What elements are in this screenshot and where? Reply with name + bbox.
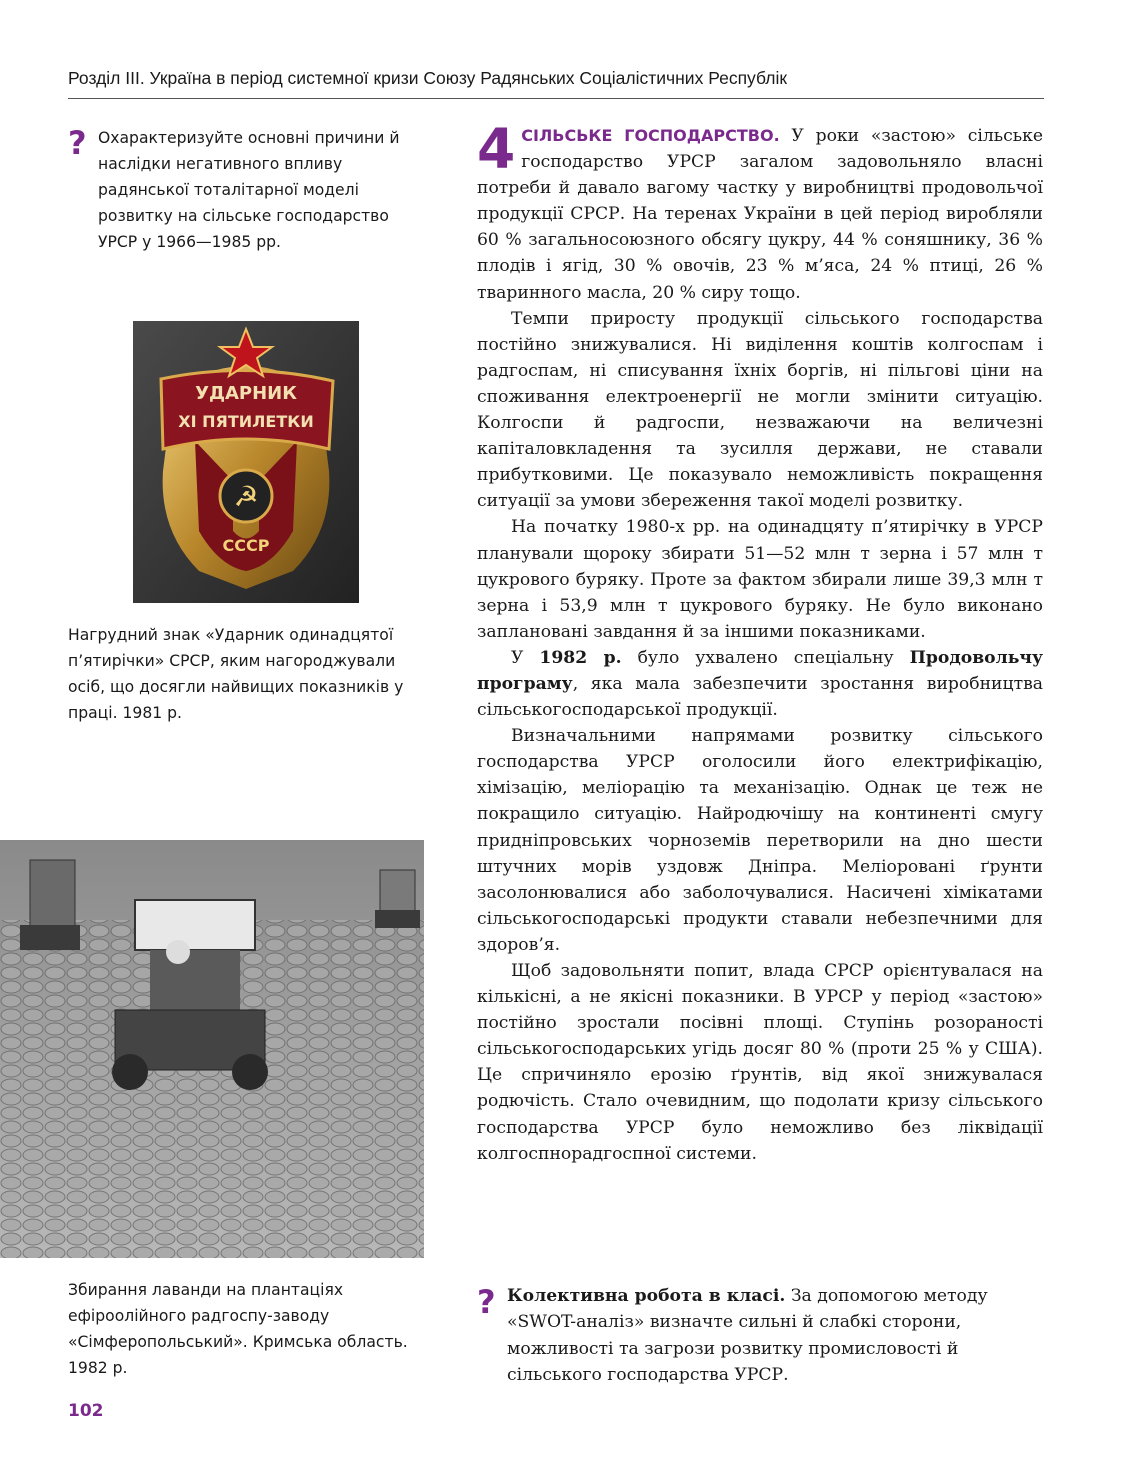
hammer-sickle-icon: ☭	[233, 480, 259, 513]
side-question-text: Охарактеризуйте основні причини й наслідки негативного впливу радянської тоталітарної моделі розвитку на сільське господарство УРСР у 1966—1985 рр.	[98, 129, 400, 251]
running-header: Розділ ІІІ. Україна в період системної кризи Союзу Радянських Соціалістичних Республік	[68, 68, 1044, 99]
paragraph-2: Темпи приросту продукції сільського господарства постійно знижувалися. Ні виділення коштів колгоспам і радгоспам, ні списування їхніх боргів, ні пільгові ціни на споживання електроенергії не могли змінити ситуацію. Колгоспи й радгоспи, незважаючи на величезні капіталовкладення та зусилля держави, не ставали прибутковими. Це показувало неможливість покращення ситуації за умови збереження такої моделі розвитку.	[477, 308, 1043, 512]
side-question	[68, 125, 428, 255]
lavender-harvest-photo	[0, 840, 424, 1258]
section-number: 4	[477, 117, 516, 181]
svg-text:XI ПЯТИЛЕТКИ: XI ПЯТИЛЕТКИ	[178, 412, 314, 431]
section-heading: СІЛЬСЬКЕ ГОСПОДАРСТВО.	[521, 126, 780, 145]
paragraph-5: Визначальними напрямами розвитку сільського господарства УРСР оголосили його електрифікацію, хімізацію, меліорацію та механізацію. Однак це теж не покращило ситуацію. Найродючішу на континенті смугу придніпровських чорноземів перетворили на дно шести штучних морів уздовж Дніпра. Меліоровані ґрунти засолонювалися або заболочувалися. Насичені хімікатами сільськогосподарські продукти ставали небезпечними для здоров’я.	[477, 726, 1043, 955]
question-mark-icon: ?	[477, 1283, 496, 1321]
paragraph-3: На початку 1980-х рр. на одинадцяту п’ятирічку в УРСР планували щороку збирати 51—52 млн т зерна і 57 млн т цукрового буряку. Проте за фактом збирали лише 39,3 млн т зерна і 53,9 млн т цукрового буряку. Не було виконано заплановані завдання й за іншими показниками.	[477, 517, 1043, 642]
page-number: 102	[68, 1401, 104, 1421]
paragraph-6: Щоб задовольняти попит, влада СРСР орієнтувалася на кількісні, а не якісні показники. В УРСР у період «застою» постійно зростали посівні площі. Ступінь розораності сільськогосподарських угідь досяг 80 % (проти 25 % у США). Це спричиняло ерозію ґрунтів, від якої знижувалася родючість. Стало очевидним, що подолати кризу сільського господарства УРСР було неможливо без ліквідації колгоспнорадгоспної системи.	[477, 961, 1043, 1164]
photo-caption: Збирання лаванди на плантаціях ефіроолійного радгоспу-заводу «Сімферопольський». Кримська область. 1982 р.	[68, 1281, 408, 1377]
paragraph-1	[477, 117, 1043, 306]
section-4-body	[477, 117, 1044, 1167]
badge-caption: Нагрудний знак «Ударник одинадцятої п’ятирічки» СРСР, яким нагороджували осіб, що досягли найвищих показників у праці. 1981 р.	[68, 626, 404, 722]
class-task-text: Колективна робота в класі. За допомогою методу «SWOT-аналіз» визначте сильні й слабкі сторони, можливості та загрози розвитку промисловості й сільського господарства УРСР.	[507, 1286, 988, 1385]
class-task-title: Колективна робота в класі.	[507, 1286, 786, 1306]
question-mark-icon: ?	[68, 124, 87, 162]
paragraph-4: У 1982 р. було ухвалено спеціальну Продовольчу програму, яка мала забезпечити зростання виробництва сільськогосподарської продукції.	[477, 647, 1044, 721]
badge-photo	[133, 321, 359, 603]
class-task-question	[477, 1283, 1043, 1388]
food-program-term: Продовольчу програму	[477, 647, 1044, 694]
svg-text:СССР: СССР	[222, 536, 270, 555]
badge-inscription: УДАРНИК	[195, 383, 297, 404]
paragraph-1-text: У роки «застою» сільське господарство УРСР загалом задовольняло власні потреби й давало вагому частку у виробництві продовольчої продукції СРСР. На теренах України в цей період виробляли 60 % загальносоюзного обсягу цукру, 44 % соняшнику, 36 % плодів і ягід, 30 % овочів, 23 % м’яса, 24 % птиці, 26 % тваринного масла, 20 % сиру тощо.	[477, 126, 1043, 303]
year-1982: 1982 р.	[539, 647, 622, 668]
